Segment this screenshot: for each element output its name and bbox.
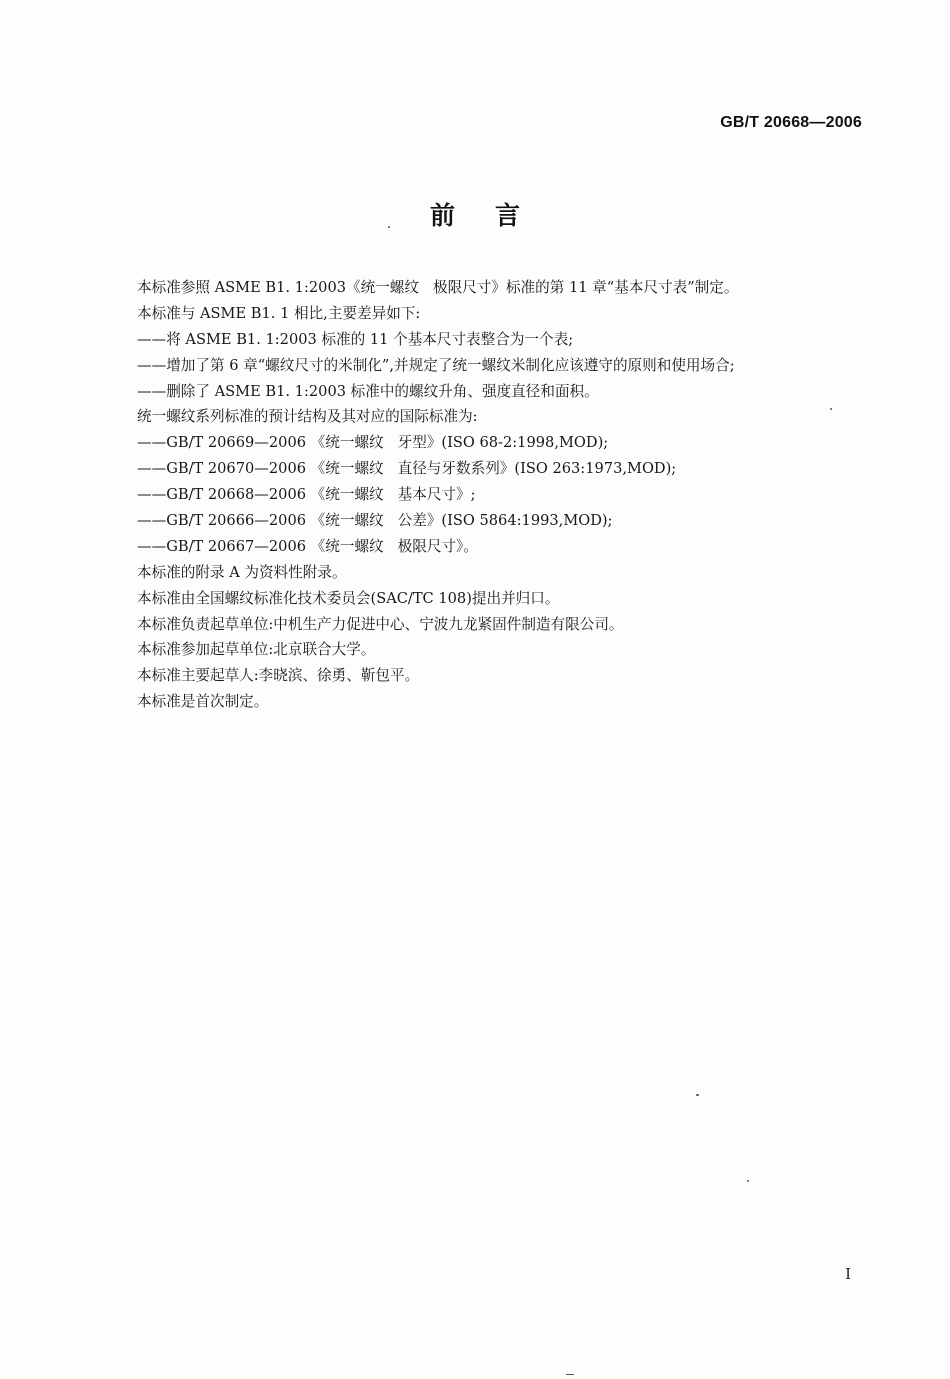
paragraph-line: 本标准的附录 A 为资料性附录。 <box>137 563 347 581</box>
standard-list-item: ——GB/T 20670—2006 《统一螺纹 直径与牙数系列》(ISO 263:1973,MOD); <box>137 460 677 478</box>
paragraph-line: 本标准与 ASME B1. 1 相比,主要差异如下: <box>137 304 421 322</box>
scan-speck <box>747 1180 749 1182</box>
standard-list-item: ——GB/T 20667—2006 《统一螺纹 极限尺寸》。 <box>137 537 478 555</box>
list-item: ——将 ASME B1. 1:2003 标准的 11 个基本尺寸表整合为一个表; <box>137 330 574 348</box>
page-title: 前言 <box>429 201 560 230</box>
paragraph-line: 本标准参照 ASME B1. 1:2003《统一螺纹 极限尺寸》标准的第 11 章“基本尺寸表”制定。 <box>137 279 739 296</box>
scan-speck <box>566 1374 574 1375</box>
document-number: GB/T 20668—2006 <box>720 114 862 131</box>
paragraph-line: 本标准由全国螺纹标准化技术委员会(SAC/TC 108)提出并归口。 <box>137 589 560 607</box>
foreword-body <box>137 275 857 715</box>
list-item: ——删除了 ASME B1. 1:2003 标准中的螺纹升角、强度直径和面积。 <box>137 382 599 400</box>
standard-list-item: ——GB/T 20666—2006 《统一螺纹 公差》(ISO 5864:1993,MOD); <box>137 512 613 530</box>
paragraph-line: 本标准主要起草人:李晓滨、徐勇、靳包平。 <box>137 667 420 685</box>
paragraph-line: 统一螺纹系列标准的预计结构及其对应的国际标准为: <box>137 408 478 426</box>
standard-list-item: ——GB/T 20668—2006 《统一螺纹 基本尺寸》; <box>137 486 476 504</box>
page-number: I <box>845 1265 851 1283</box>
paragraph-line: 本标准是首次制定。 <box>137 693 269 711</box>
scan-speck <box>388 226 390 228</box>
paragraph-line: 本标准参加起草单位:北京联合大学。 <box>137 641 376 659</box>
scan-speck <box>696 1094 699 1096</box>
list-item: ——增加了第 6 章“螺纹尺寸的米制化”,并规定了统一螺纹米制化应该遵守的原则和使用场合; <box>137 356 735 374</box>
scan-speck <box>830 408 832 410</box>
paragraph-line: 本标准负责起草单位:中机生产力促进中心、宁波九龙紧固件制造有限公司。 <box>137 615 624 633</box>
standard-list-item: ——GB/T 20669—2006 《统一螺纹 牙型》(ISO 68-2:1998,MOD); <box>137 434 609 452</box>
